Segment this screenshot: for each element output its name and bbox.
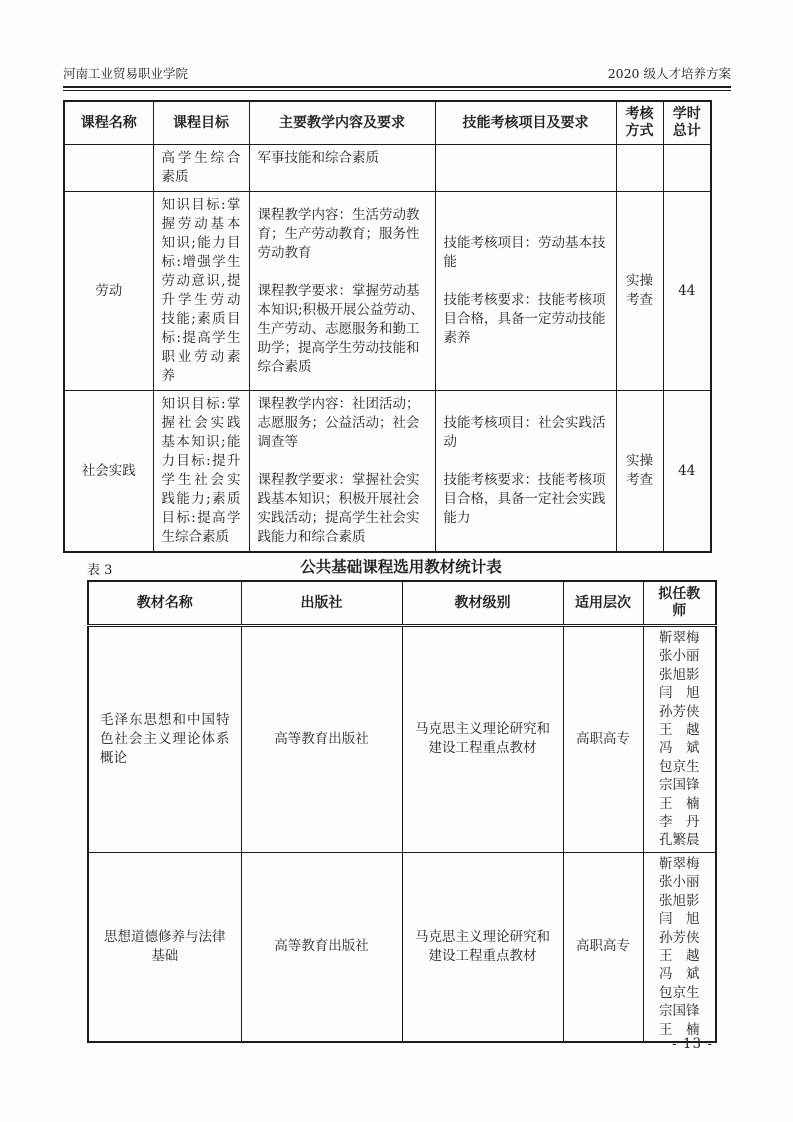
total-hours-cell <box>663 145 711 192</box>
course-goal-cell: 高学生综合素质 <box>153 145 249 192</box>
table3-title: 公共基础课程选用教材统计表 <box>300 557 502 576</box>
course-name-cell <box>64 145 153 192</box>
course-table-header-row <box>64 101 711 145</box>
col-header-applicable-level: 适用层次 <box>563 581 643 626</box>
col-header-textbook-level: 教材级别 <box>402 581 563 626</box>
teaching-content-cell: 课程教学内容：生活劳动教育；生产劳动教育；服务性劳动教育 课程教学要求：掌握劳动基本知识;积极开展公益劳动、生产劳动、志愿服务和勤工助学；提高学生劳动技能和综合素质 <box>249 192 435 391</box>
col-header-assessment-method: 考核方式 <box>616 101 663 145</box>
course-requirements-table <box>63 100 712 553</box>
applicable-level-cell: 高职高专 <box>563 626 643 853</box>
course-goal-cell: 知识目标:掌握劳动基本知识;能力目标:增强学生劳动意识,提升学生劳动技能;素质目标:提高学生职业劳动素养 <box>153 192 249 391</box>
assessment-method-cell: 实操考查 <box>616 192 663 391</box>
teachers-list-cell: 靳翠梅 张小丽 张旭影 闫 旭 孙芳侠 王 越 冯 斌 包京生 宗国锋 王 楠 李 丹 孔繁晨 <box>643 626 716 853</box>
header-school-name: 河南工业贸易职业学院 <box>63 66 189 81</box>
page-number: - 13 - <box>672 1036 713 1052</box>
course-name-cell: 劳动 <box>64 192 153 391</box>
col-header-teaching-content: 主要教学内容及要求 <box>249 101 435 145</box>
running-header <box>63 66 731 82</box>
col-header-total-hours: 学时总计 <box>663 101 711 145</box>
table3-label: 表 3 <box>87 563 113 578</box>
textbook-name-cell: 毛泽东思想和中国特色社会主义理论体系概论 <box>88 626 241 853</box>
skill-assessment-cell: 技能考核项目：劳动基本技能 技能考核要求：技能考核项目合格，具备一定劳动技能素养 <box>435 192 616 391</box>
col-header-textbook-name: 教材名称 <box>88 581 241 626</box>
textbook-selection-table <box>87 580 717 1043</box>
assessment-method-cell: 实操考查 <box>616 391 663 553</box>
total-hours-cell: 44 <box>663 192 711 391</box>
col-header-skill-assessment: 技能考核项目及要求 <box>435 101 616 145</box>
teachers-list-cell: 靳翠梅 张小丽 张旭影 闫 旭 孙芳侠 王 越 冯 斌 包京生 宗国锋 王 楠 <box>643 852 716 1042</box>
assessment-method-cell <box>616 145 663 192</box>
table3-caption <box>87 556 715 578</box>
skill-assessment-cell: 技能考核项目：社会实践活动 技能考核要求：技能考核项目合格，具备一定社会实践能力 <box>435 391 616 553</box>
table-row <box>64 391 711 553</box>
textbook-level-cell: 马克思主义理论研究和建设工程重点教材 <box>402 626 563 853</box>
table-row <box>64 192 711 391</box>
textbook-table-header-row <box>88 581 716 626</box>
publisher-cell: 高等教育出版社 <box>241 626 402 853</box>
skill-assessment-cell <box>435 145 616 192</box>
textbook-name-cell: 思想道德修养与法律基础 <box>88 852 241 1042</box>
course-name-cell: 社会实践 <box>64 391 153 553</box>
table-row <box>64 145 711 192</box>
col-header-publisher: 出版社 <box>241 581 402 626</box>
table-row <box>88 626 716 853</box>
teaching-content-cell: 军事技能和综合素质 <box>249 145 435 192</box>
header-plan-title: 2020 级人才培养方案 <box>607 66 731 81</box>
textbook-level-cell: 马克思主义理论研究和建设工程重点教材 <box>402 852 563 1042</box>
applicable-level-cell: 高职高专 <box>563 852 643 1042</box>
table-row <box>88 852 716 1042</box>
col-header-intended-teachers: 拟任教师 <box>643 581 716 626</box>
teaching-content-cell: 课程教学内容：社团活动；志愿服务；公益活动；社会调查等 课程教学要求：掌握社会实践基本知识；积极开展社会实践活动；提高学生社会实践能力和综合素质 <box>249 391 435 553</box>
publisher-cell: 高等教育出版社 <box>241 852 402 1042</box>
total-hours-cell: 44 <box>663 391 711 553</box>
col-header-course-name: 课程名称 <box>64 101 153 145</box>
col-header-course-goal: 课程目标 <box>153 101 249 145</box>
header-double-rule <box>63 86 731 91</box>
course-goal-cell: 知识目标:掌握社会实践基本知识;能力目标:提升学生社会实践能力;素质目标:提高学生综合素质 <box>153 391 249 553</box>
